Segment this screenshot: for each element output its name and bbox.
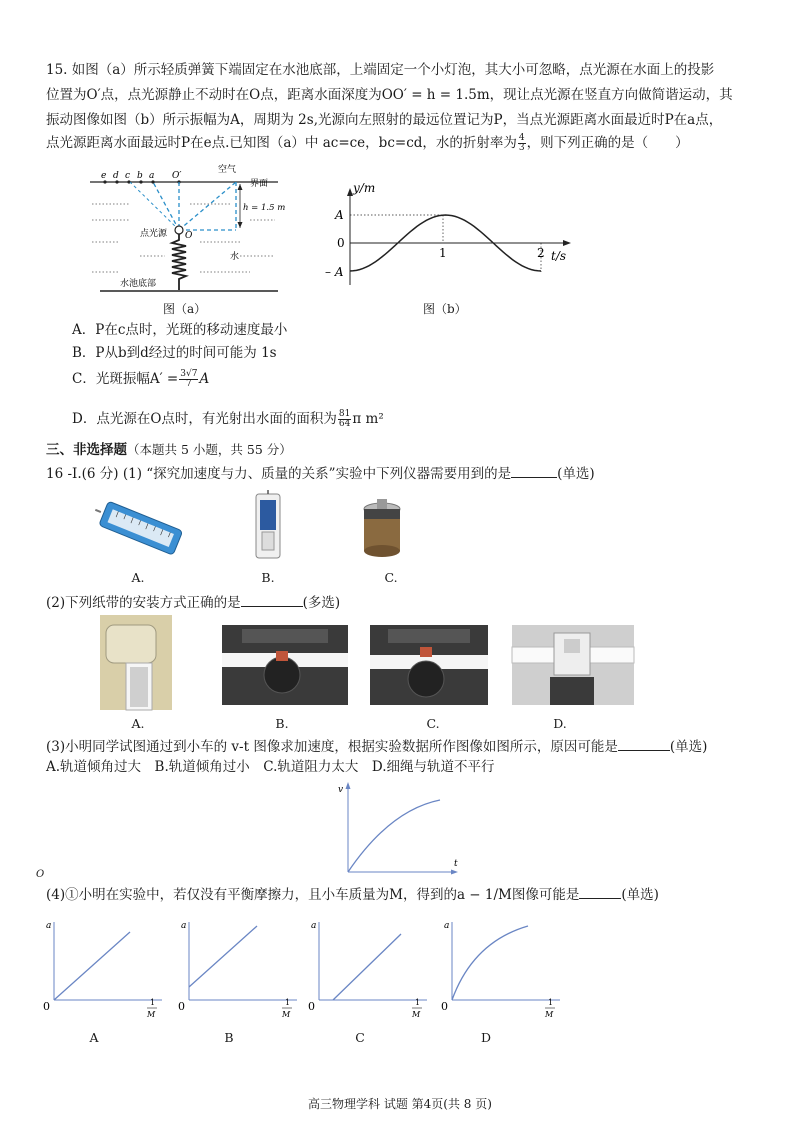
answer-blank-1[interactable] [511, 465, 557, 478]
answer-blank-4[interactable] [579, 886, 621, 899]
neg-amplitude-label: – A [325, 265, 344, 279]
option-c-tail: A [199, 371, 210, 387]
photo-b-frame [242, 629, 328, 643]
figure-a-caption: 图（a） [163, 302, 207, 316]
tape-photo-b [222, 625, 348, 705]
graph-a-x-den: M [147, 1010, 156, 1019]
label-h: h = 1.5 m [243, 203, 286, 213]
graph-b-x-den: M [282, 1010, 291, 1019]
figure-b [325, 180, 585, 290]
y-axis-label: y/m [353, 181, 376, 195]
graph-a-y-label: a [46, 921, 52, 931]
q15-line-1: 15. 如图（a）所示轻质弹簧下端固定在水池底部，上端固定一个小灯泡，其大小可忽略，点光源在水面上的投影 [46, 62, 715, 78]
q15-line-3: 振动图像如图（b）所示振幅为A，周期为 2s,光源向左照射的最远位置记为P，当点光源距离水面最近时P在a点， [46, 112, 723, 128]
graph-option-b [175, 912, 300, 1024]
q16-part-2-tail: (多选) [302, 595, 341, 611]
photo-c-ink [420, 647, 432, 657]
refraction-index-fraction [518, 134, 526, 153]
q15-option-d [72, 410, 384, 429]
graph-d-x-den: M [545, 1010, 554, 1019]
tape-label-a: A. [131, 716, 145, 731]
graph-option-c [305, 912, 430, 1024]
graph-d-x-num: 1 [548, 998, 554, 1007]
option-c-fraction [179, 370, 198, 389]
q15-line-4a: 点光源距离水面最远时P在e点.已知图（a）中 ac=ce，bc=cd，水的折射率为 [46, 135, 517, 151]
option-c-denominator: 7 [185, 379, 192, 389]
graph-c-x-den: M [412, 1010, 421, 1019]
photo-a-slot [130, 667, 148, 707]
t-axis-label: t/s [551, 249, 567, 263]
q16-part-3-options: A.轨道倾角过大 B.轨道倾角过小 C.轨道阻力太大 D.细绳与轨道不平行 [46, 759, 495, 775]
hanging-scale-window [262, 532, 274, 550]
tape-label-d: D. [553, 716, 567, 731]
q15-option-a: A．P在c点时，光斑的移动速度最小 [72, 322, 288, 338]
graph-d-origin: 0 [441, 1000, 448, 1013]
q16-part-2 [46, 594, 340, 612]
q16-part-1-tail: (单选) [557, 466, 595, 482]
graph-label-b: B [224, 1030, 234, 1045]
q15-option-c [72, 370, 209, 389]
vt-curve [348, 800, 440, 872]
option-c-numerator: 3√7 [180, 369, 198, 379]
figure-b-caption: 图（b） [423, 302, 467, 316]
vt-graph [330, 780, 465, 880]
spring [172, 234, 186, 290]
option-d-fraction [338, 410, 351, 429]
graph-b-line [189, 926, 257, 987]
ray-right-up [179, 182, 236, 230]
graph-b-origin: 0 [178, 1000, 185, 1013]
label-air: 空气 [218, 165, 237, 175]
fraction-numerator: 4 [518, 133, 525, 143]
tape-photo-d [512, 625, 634, 705]
tick-2: 2 [537, 246, 545, 260]
light-source-bulb [175, 226, 183, 234]
weight-bottom [364, 545, 400, 557]
graph-a-x-num: 1 [150, 998, 156, 1007]
vt-origin-label: O [36, 869, 45, 880]
graph-option-d [438, 912, 563, 1024]
q16-part-4-tail: (单选) [621, 887, 659, 903]
q16-part-1 [46, 465, 595, 483]
amplitude-label: A [335, 208, 344, 222]
graph-label-c: C [355, 1030, 365, 1045]
photo-d-base [550, 677, 594, 705]
graph-d-y-label: a [444, 921, 450, 931]
q15-line-4b: ，则下列正确的是（ ） [526, 135, 689, 151]
instrument-label-c: C. [384, 570, 398, 585]
tape-label-b: B. [275, 716, 289, 731]
q15-option-b: B．P从b到d经过的时间可能为 1s [72, 345, 277, 361]
hanging-scale-photo [248, 490, 288, 565]
option-d-numerator: 81 [338, 409, 351, 419]
fraction-denominator: 3 [518, 143, 525, 153]
answer-blank-3[interactable] [618, 738, 670, 751]
option-d-denominator: 64 [338, 419, 351, 429]
q16-part-4 [46, 886, 659, 904]
label-pool-bottom: 水池底部 [120, 279, 157, 289]
tick-1: 1 [439, 246, 447, 260]
weight-photo [355, 495, 410, 565]
answer-blank-2[interactable] [241, 594, 303, 607]
weight-knob [377, 499, 387, 509]
photo-c-disc [408, 661, 444, 697]
graph-c-x-num: 1 [415, 998, 421, 1007]
tape-photo-c [370, 625, 488, 705]
q15-line-2: 位置为O′点，点光源静止不动时在O点，距离水面深度为OO′ = h = 1.5m，现让点光源在竖直方向做简谐运动，其 [46, 87, 733, 103]
section-3-heading [46, 442, 292, 459]
photo-b-disc [264, 657, 300, 693]
label-source: 点光源 [140, 229, 168, 239]
graph-c-y-label: a [311, 921, 317, 931]
water-hatch [92, 204, 275, 272]
graph-label-d: D [480, 1030, 492, 1045]
q16-part-2-text: (2)下列纸带的安装方式正确的是 [46, 595, 241, 611]
graph-option-a [40, 912, 165, 1024]
figure-a [90, 160, 286, 305]
graph-c-origin: 0 [308, 1000, 315, 1013]
scale-hook [95, 510, 101, 512]
page-footer: 高三物理学科 试题 第4页(共 8 页) [308, 1097, 492, 1111]
q15-line-4 [46, 134, 776, 153]
spring-scale-photo [95, 495, 185, 565]
q16-part-3-tail: (单选) [669, 739, 708, 755]
photo-b-ink [276, 651, 288, 661]
label-o-prime: O′ [172, 171, 182, 181]
instrument-label-a: A. [131, 570, 145, 585]
photo-d-slot [564, 639, 580, 653]
label-e: e [101, 171, 107, 181]
label-b: b [137, 171, 143, 181]
q16-part-1-text: 16 -Ⅰ.(6 分) (1) “探究加速度与力、质量的关系”实验中下列仪器需要用到的是 [46, 466, 512, 482]
section-3-note: （本题共 5 小题，共 55 分） [127, 442, 292, 457]
option-d-tail: π m² [352, 411, 384, 427]
option-c-text: C．光斑振幅A′ = [72, 371, 179, 387]
option-d-text: D．点光源在O点时，有光射出水面的面积为 [72, 411, 337, 427]
t-axis-arrow [563, 240, 571, 246]
weight-band [364, 509, 400, 519]
q16-part-3-text: (3)小明同学试图通过到小车的 v-t 图像求加速度，根据实验数据所作图像如图所示，原因可能是 [46, 739, 618, 755]
section-3-title: 三、非选择题 [46, 442, 127, 458]
q16-part-3 [46, 738, 707, 756]
label-o: O [185, 231, 193, 241]
ray-to-c [130, 182, 179, 230]
vt-v-label: v [338, 785, 344, 795]
q16-part-4-text: (4)①小明在实验中，若仅没有平衡摩擦力，且小车质量为M，得到的a − 1/M图像可能是 [46, 887, 580, 903]
graph-label-a: A [89, 1030, 99, 1045]
graph-a-line [54, 932, 130, 1000]
graph-a-origin: 0 [43, 1000, 50, 1013]
photo-c-frame [388, 629, 470, 643]
h-arrow-head-top [238, 184, 243, 190]
label-d: d [113, 171, 119, 181]
photo-a-timer [106, 625, 156, 663]
label-water: 水 [230, 252, 240, 262]
graph-d-curve [452, 926, 528, 1000]
label-c: c [125, 171, 131, 181]
ray-to-a [153, 182, 179, 230]
tape-label-c: C. [426, 716, 440, 731]
graph-b-y-label: a [181, 921, 187, 931]
hanging-scale-label [260, 500, 276, 530]
graph-c-line [333, 934, 401, 1000]
label-interface: 界面 [250, 179, 269, 189]
instrument-label-b: B. [261, 570, 275, 585]
vt-v-arrow [346, 782, 351, 789]
vt-t-arrow [451, 870, 458, 875]
origin-label: 0 [337, 236, 345, 250]
tape-photo-a [100, 615, 172, 710]
h-arrow-head-bottom [238, 222, 243, 228]
label-a: a [149, 171, 155, 181]
vt-t-label: t [454, 859, 458, 869]
graph-b-x-num: 1 [285, 998, 291, 1007]
